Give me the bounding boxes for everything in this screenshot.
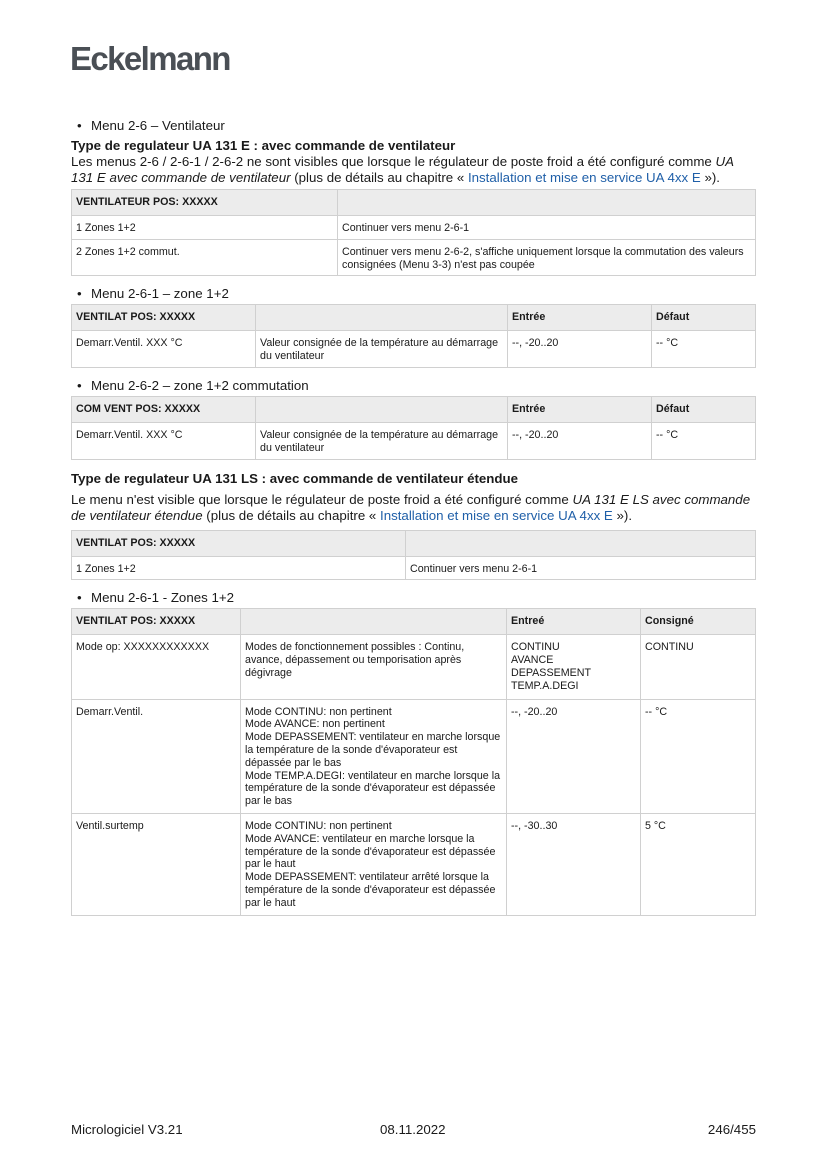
table-row: 1 Zones 1+2 Continuer vers menu 2-6-1 bbox=[72, 556, 756, 580]
table-row: 1 Zones 1+2 Continuer vers menu 2-6-1 bbox=[72, 216, 756, 240]
section1-paragraph: Les menus 2-6 / 2-6-1 / 2-6-2 ne sont visibles que lorsque le régulateur de poste froid a été configuré comme UA 131 E avec commande de ventilateur (plus de détails au chapitre « Installation et mise en service UA 4xx E »). bbox=[71, 154, 734, 185]
bullet-menu-2-6-1-zones: • Menu 2-6-1 - Zones 1+2 bbox=[77, 590, 235, 606]
footer-date: 08.11.2022 bbox=[380, 1122, 446, 1137]
table-header: VENTILAT POS: XXXXX bbox=[72, 530, 756, 556]
table-row: Demarr.Ventil. Mode CONTINU: non pertinent Mode AVANCE: non pertinent Mode DEPASSEMENT: ventilateur en marche lorsque la température de la sonde d'évaporateur est dépassée par le bas Mode TEMP.A.DEGI: ventilateur en marche lorsque la température de la sonde d'évaporateur est dépassée par le bas --, -20..20 -- °C bbox=[72, 699, 756, 813]
footer-version: Micrologiciel V3.21 bbox=[71, 1122, 183, 1137]
eckelmann-logo: Eckelmann bbox=[70, 40, 230, 77]
bullet-menu-2-6-2: • Menu 2-6-2 – zone 1+2 commutation bbox=[77, 377, 309, 393]
chapter-link[interactable]: Installation et mise en service UA 4xx E bbox=[467, 170, 701, 185]
bullet-menu-2-6-1: • Menu 2-6-1 – zone 1+2 bbox=[77, 286, 229, 302]
table-menu-2-6-2 bbox=[71, 396, 756, 460]
footer-page-number: 246/455 bbox=[707, 1122, 756, 1137]
page-content bbox=[71, 117, 756, 916]
table-row: Mode op: XXXXXXXXXXXX Modes de fonctionnement possibles : Continu, avance, dépassement ou temporisation après dégivrage CONTINU AVANCE DEPASSEMENT TEMP.A.DEGI CONTINU bbox=[72, 635, 756, 699]
section2-paragraph: Le menu n'est visible que lorsque le régulateur de poste froid a été configuré comme UA 131 E LS avec commande de ventilateur étendue (plus de détails au chapitre « Installation et mise en service UA 4xx E »). bbox=[71, 491, 751, 523]
table-header: VENTILAT POS: XXXXX Entreé Consigné bbox=[72, 609, 756, 635]
table-header: VENTILATEUR POS: XXXXX bbox=[72, 190, 756, 216]
table-row: Ventil.surtemp Mode CONTINU: non pertinent Mode AVANCE: ventilateur en marche lorsque la température de la sonde d'évaporateur est dépassée par le haut Mode DEPASSEMENT: ventilateur arrêté lorsque la température de la sonde d'évaporateur est dépassée par le haut --, -30..30 5 °C bbox=[72, 813, 756, 915]
table-row: Demarr.Ventil. XXX °C Valeur consignée de la température au démarrage du ventilateur --, -20..20 -- °C bbox=[72, 422, 756, 459]
section1-heading: Type de regulateur UA 131 E : avec commande de ventilateur bbox=[71, 138, 456, 153]
table-header: VENTILAT POS: XXXXX Entrée Défaut bbox=[72, 305, 756, 331]
chapter-link[interactable]: Installation et mise en service UA 4xx E bbox=[380, 507, 613, 523]
table-menu-2-6-1-ls bbox=[71, 608, 756, 915]
bullet-menu-2-6: • Menu 2-6 – Ventilateur bbox=[77, 118, 225, 133]
bullet-text: Menu 2-6 – Ventilateur bbox=[91, 118, 225, 133]
section2-heading: Type de regulateur UA 131 LS : avec commande de ventilateur étendue bbox=[71, 470, 519, 486]
table-ventilat bbox=[71, 530, 756, 581]
table-row: 2 Zones 1+2 commut. Continuer vers menu 2-6-2, s'affiche uniquement lorsque la commutation des valeurs consignées (Menu 3-3) n'est pas coupée bbox=[72, 239, 756, 276]
table-header: COM VENT POS: XXXXX Entrée Défaut bbox=[72, 396, 756, 422]
table-ventilateur bbox=[71, 189, 756, 276]
table-row: Demarr.Ventil. XXX °C Valeur consignée de la température au démarrage du ventilateur --, -20..20 -- °C bbox=[72, 331, 756, 368]
table-menu-2-6-1 bbox=[71, 304, 756, 368]
